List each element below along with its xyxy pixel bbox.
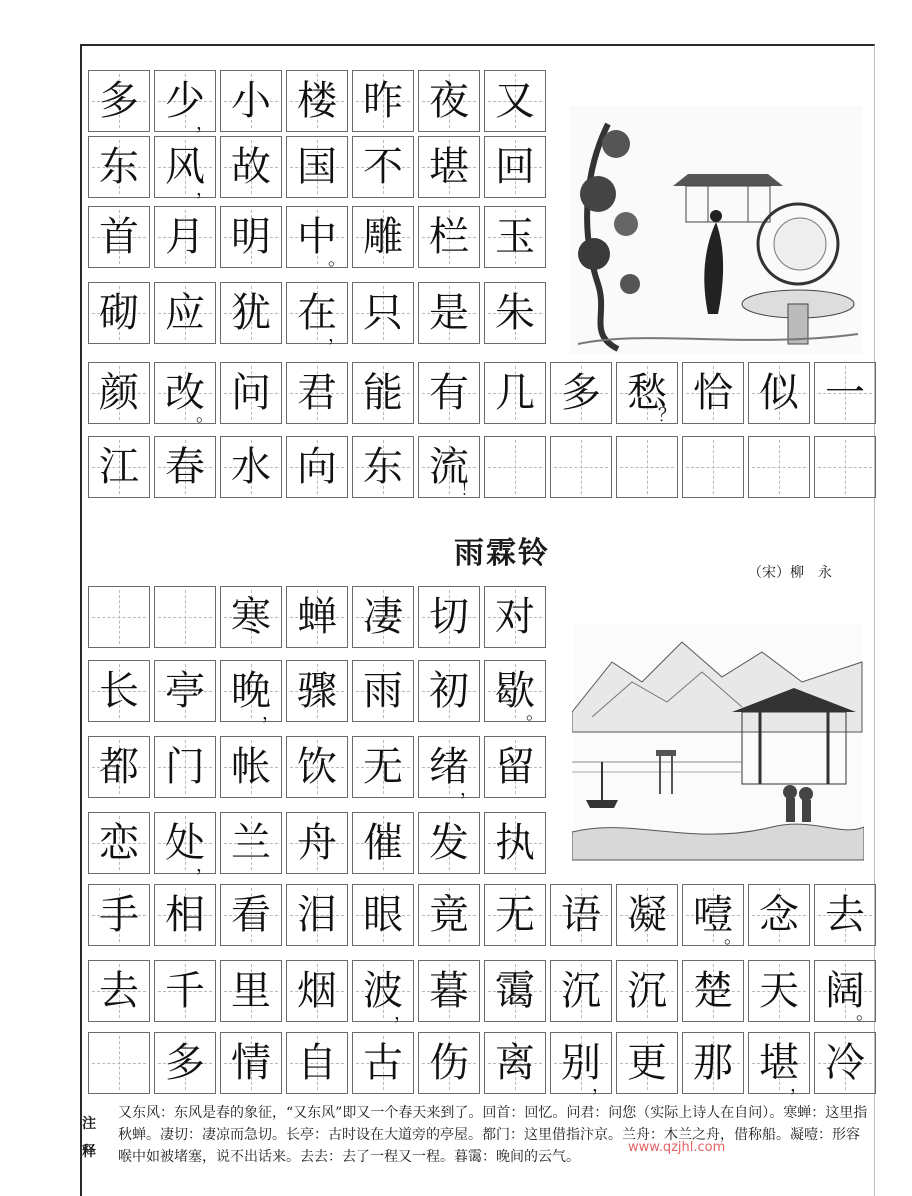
- grid-cell: [286, 586, 348, 648]
- punctuation-mark: ，: [592, 1075, 610, 1096]
- character: 有: [429, 370, 469, 416]
- grid-cell: [814, 1032, 876, 1094]
- character: 多: [99, 78, 139, 124]
- character: 堪: [759, 1040, 799, 1086]
- character: 朱: [495, 290, 535, 336]
- character: 冷: [825, 1040, 865, 1086]
- grid-row: [88, 1032, 880, 1094]
- grid-cell: [616, 960, 678, 1022]
- character: 几: [495, 370, 535, 416]
- character: 手: [99, 892, 139, 938]
- grid-cell: [814, 436, 876, 498]
- punctuation-mark: ，: [196, 113, 214, 134]
- character: 堪: [429, 144, 469, 190]
- character: 故: [231, 144, 271, 190]
- punctuation-mark: ，: [262, 703, 280, 724]
- grid-cell: [286, 660, 348, 722]
- grid-cell: [550, 362, 612, 424]
- character: 春: [165, 444, 205, 490]
- grid-cell: [418, 884, 480, 946]
- grid-cell: [352, 660, 414, 722]
- grid-cell: [550, 960, 612, 1022]
- character: 眼: [363, 892, 403, 938]
- character: 初: [429, 668, 469, 714]
- grid-cell: [418, 362, 480, 424]
- character: 夜: [429, 78, 469, 124]
- grid-row: [88, 586, 550, 648]
- grid-cell: [418, 660, 480, 722]
- grid-cell: [616, 884, 678, 946]
- grid-cell: [616, 1032, 678, 1094]
- grid-cell: [418, 586, 480, 648]
- character: 月: [165, 214, 205, 260]
- character: 问: [231, 370, 271, 416]
- character: 不: [363, 144, 403, 190]
- grid-cell: [352, 960, 414, 1022]
- grid-cell: [220, 206, 282, 268]
- character: 多: [165, 1040, 205, 1086]
- grid-cell: [748, 436, 810, 498]
- grid-cell: [682, 1032, 744, 1094]
- character: 恋: [99, 820, 139, 866]
- grid-cell: [286, 362, 348, 424]
- grid-cell: [154, 736, 216, 798]
- character: 去: [99, 968, 139, 1014]
- grid-cell: [352, 206, 414, 268]
- grid-cell: [154, 282, 216, 344]
- character: 泪: [297, 892, 337, 938]
- character: 饮: [297, 744, 337, 790]
- grid-cell: [484, 884, 546, 946]
- character: 凝: [627, 892, 667, 938]
- character: 更: [627, 1040, 667, 1086]
- character: 风: [165, 144, 205, 190]
- grid-row: [88, 736, 550, 798]
- grid-cell: [286, 206, 348, 268]
- grid-cell: [748, 362, 810, 424]
- character: 切: [429, 594, 469, 640]
- character: 一: [825, 370, 865, 416]
- grid-row: [88, 884, 880, 946]
- character: 昨: [363, 78, 403, 124]
- grid-cell: [682, 362, 744, 424]
- grid-cell: [484, 736, 546, 798]
- grid-cell: [418, 1032, 480, 1094]
- character: 流: [429, 444, 469, 490]
- grid-row: [88, 70, 550, 132]
- character: 离: [495, 1040, 535, 1086]
- grid-cell: [682, 436, 744, 498]
- character: 凄: [363, 594, 403, 640]
- river-pavilion-mountains-icon: [572, 622, 864, 862]
- character: 伤: [429, 1040, 469, 1086]
- grid-cell: [154, 812, 216, 874]
- notes-text: 又东风：东风是春的象征，“又东风”即又一个春天来到了。回首：回忆。问君：问您（实际上诗人在自问）。寒蝉：这里指秋蝉。凄切：凄凉而急切。长亭：古时设在大道旁的亭屋。都门：这里借指汴京。兰舟：木兰之舟，借称船。凝噎：形容喉中如被堵塞，说不出话来。去去：去了一程又一程。暮霭：晚间的云气。: [118, 1105, 868, 1165]
- grid-cell: [286, 136, 348, 198]
- grid-cell: [748, 960, 810, 1022]
- punctuation-mark: ，: [328, 325, 346, 346]
- poem-author: （宋）柳 永: [748, 565, 832, 581]
- grid-cell: [88, 282, 150, 344]
- character: 处: [165, 820, 205, 866]
- grid-cell: [154, 436, 216, 498]
- character: 似: [759, 370, 799, 416]
- grid-cell: [682, 884, 744, 946]
- grid-cell: [88, 70, 150, 132]
- character: 波: [363, 968, 403, 1014]
- grid-cell: [418, 136, 480, 198]
- grid-cell: [88, 736, 150, 798]
- grid-cell: [352, 436, 414, 498]
- character: 沉: [627, 968, 667, 1014]
- grid-cell: [154, 362, 216, 424]
- character: 东: [99, 144, 139, 190]
- grid-cell: [352, 70, 414, 132]
- character: 颜: [99, 370, 139, 416]
- grid-cell: [418, 736, 480, 798]
- character: 寒: [231, 594, 271, 640]
- grid-cell: [286, 812, 348, 874]
- grid-cell: [154, 206, 216, 268]
- punctuation-mark: ！: [460, 479, 478, 500]
- character: 发: [429, 820, 469, 866]
- grid-cell: [616, 436, 678, 498]
- grid-cell: [286, 736, 348, 798]
- grid-cell: [748, 1032, 810, 1094]
- character: 骤: [297, 668, 337, 714]
- grid-cell: [88, 812, 150, 874]
- character: 雨: [363, 668, 403, 714]
- grid-cell: [88, 362, 150, 424]
- grid-row: [88, 206, 550, 268]
- character: 长: [99, 668, 139, 714]
- grid-cell: [352, 736, 414, 798]
- grid-cell: [550, 436, 612, 498]
- grid-cell: [220, 70, 282, 132]
- character: 噎: [693, 892, 733, 938]
- notes-label: 注释: [82, 1116, 96, 1160]
- grid-cell: [220, 812, 282, 874]
- grid-cell: [484, 812, 546, 874]
- punctuation-mark: ，: [394, 1003, 412, 1024]
- grid-cell: [484, 282, 546, 344]
- grid-cell: [88, 884, 150, 946]
- grid-cell: [154, 960, 216, 1022]
- punctuation-mark: ，: [460, 779, 478, 800]
- character: 自: [297, 1040, 337, 1086]
- grid-cell: [88, 436, 150, 498]
- grid-cell: [616, 362, 678, 424]
- character: 舟: [297, 820, 337, 866]
- grid-row: [88, 282, 550, 344]
- character: 暮: [429, 968, 469, 1014]
- grid-cell: [154, 884, 216, 946]
- character: 栏: [429, 214, 469, 260]
- grid-cell: [220, 362, 282, 424]
- character: 国: [297, 144, 337, 190]
- grid-cell: [484, 70, 546, 132]
- character: 对: [495, 594, 535, 640]
- character: 无: [495, 892, 535, 938]
- grid-cell: [484, 960, 546, 1022]
- character: 玉: [495, 214, 535, 260]
- grid-cell: [814, 362, 876, 424]
- grid-cell: [154, 660, 216, 722]
- grid-cell: [220, 1032, 282, 1094]
- grid-cell: [748, 884, 810, 946]
- grid-row: [88, 436, 880, 498]
- character: 都: [99, 744, 139, 790]
- grid-cell: [220, 736, 282, 798]
- grid-cell: [352, 282, 414, 344]
- grid-cell: [220, 884, 282, 946]
- character: 向: [297, 444, 337, 490]
- grid-cell: [418, 960, 480, 1022]
- grid-cell: [88, 136, 150, 198]
- grid-cell: [484, 206, 546, 268]
- grid-cell: [484, 586, 546, 648]
- character: 犹: [231, 290, 271, 336]
- grid-cell: [484, 1032, 546, 1094]
- character: 看: [231, 892, 271, 938]
- grid-cell: [484, 660, 546, 722]
- grid-cell: [220, 282, 282, 344]
- character: 霭: [495, 968, 535, 1014]
- watermark: www.qzjhl.com: [628, 1140, 726, 1155]
- character: 水: [231, 444, 271, 490]
- grid-cell: [814, 884, 876, 946]
- grid-row: [88, 660, 550, 722]
- grid-cell: [154, 1032, 216, 1094]
- character: 楼: [297, 78, 337, 124]
- character: 念: [759, 892, 799, 938]
- character: 里: [231, 968, 271, 1014]
- grid-cell: [154, 586, 216, 648]
- character: 绪: [429, 744, 469, 790]
- grid-cell: [88, 960, 150, 1022]
- character: 兰: [231, 820, 271, 866]
- character: 首: [99, 214, 139, 260]
- character: 雕: [363, 214, 403, 260]
- grid-row: [88, 812, 550, 874]
- grid-cell: [484, 362, 546, 424]
- character: 在: [297, 290, 337, 336]
- character: 那: [693, 1040, 733, 1086]
- character: 执: [495, 820, 535, 866]
- character: 恰: [693, 370, 733, 416]
- character: 东: [363, 444, 403, 490]
- grid-cell: [220, 960, 282, 1022]
- character: 明: [231, 214, 271, 260]
- character: 多: [561, 370, 601, 416]
- grid-cell: [88, 660, 150, 722]
- character: 中: [297, 214, 337, 260]
- character: 又: [495, 78, 535, 124]
- grid-cell: [352, 136, 414, 198]
- grid-cell: [220, 436, 282, 498]
- character: 留: [495, 744, 535, 790]
- punctuation-mark: ，: [196, 179, 214, 200]
- grid-cell: [550, 884, 612, 946]
- character: 少: [165, 78, 205, 124]
- character: 君: [297, 370, 337, 416]
- punctuation-mark: 。: [856, 1003, 874, 1024]
- punctuation-mark: ，: [790, 1075, 808, 1096]
- grid-cell: [154, 70, 216, 132]
- grid-cell: [352, 362, 414, 424]
- character: 天: [759, 968, 799, 1014]
- character: 歇: [495, 668, 535, 714]
- character: 楚: [693, 968, 733, 1014]
- punctuation-mark: 。: [724, 927, 742, 948]
- grid-cell: [484, 436, 546, 498]
- grid-cell: [352, 586, 414, 648]
- grid-cell: [88, 206, 150, 268]
- punctuation-mark: 。: [328, 249, 346, 270]
- grid-cell: [286, 436, 348, 498]
- grid-cell: [352, 884, 414, 946]
- character: 蝉: [297, 594, 337, 640]
- grid-cell: [550, 1032, 612, 1094]
- garden-pavilion-scholar-icon: [568, 104, 864, 356]
- character: 去: [825, 892, 865, 938]
- grid-row: [88, 136, 550, 198]
- grid-cell: [352, 812, 414, 874]
- character: 砌: [99, 290, 139, 336]
- character: 无: [363, 744, 403, 790]
- character: 沉: [561, 968, 601, 1014]
- grid-cell: [418, 70, 480, 132]
- character: 古: [363, 1040, 403, 1086]
- character: 江: [99, 444, 139, 490]
- character: 情: [231, 1040, 271, 1086]
- grid-cell: [286, 70, 348, 132]
- punctuation-mark: ？: [658, 405, 676, 426]
- character: 晚: [231, 668, 271, 714]
- grid-cell: [286, 960, 348, 1022]
- character: 帐: [231, 744, 271, 790]
- character: 别: [561, 1040, 601, 1086]
- character: 只: [363, 290, 403, 336]
- grid-cell: [418, 282, 480, 344]
- grid-cell: [88, 586, 150, 648]
- punctuation-mark: 。: [526, 703, 544, 724]
- grid-cell: [154, 136, 216, 198]
- character: 烟: [297, 968, 337, 1014]
- character: 回: [495, 144, 535, 190]
- character: 改: [165, 370, 205, 416]
- grid-row: [88, 960, 880, 1022]
- grid-cell: [286, 884, 348, 946]
- character: 阔: [825, 968, 865, 1014]
- character: 能: [363, 370, 403, 416]
- character: 是: [429, 290, 469, 336]
- grid-cell: [418, 812, 480, 874]
- grid-row: [88, 362, 880, 424]
- character: 亭: [165, 668, 205, 714]
- grid-cell: [814, 960, 876, 1022]
- character: 竟: [429, 892, 469, 938]
- character: 相: [165, 892, 205, 938]
- grid-cell: [220, 136, 282, 198]
- character: 催: [363, 820, 403, 866]
- grid-cell: [286, 1032, 348, 1094]
- character: 语: [561, 892, 601, 938]
- grid-cell: [220, 660, 282, 722]
- punctuation-mark: ，: [196, 855, 214, 876]
- grid-cell: [286, 282, 348, 344]
- grid-cell: [418, 206, 480, 268]
- grid-cell: [484, 136, 546, 198]
- grid-cell: [220, 586, 282, 648]
- grid-cell: [682, 960, 744, 1022]
- character: 小: [231, 78, 271, 124]
- character: 千: [165, 968, 205, 1014]
- character: 愁: [627, 370, 667, 416]
- grid-cell: [88, 1032, 150, 1094]
- character: 应: [165, 290, 205, 336]
- poem-title: 雨霖铃: [454, 536, 550, 571]
- character: 门: [165, 744, 205, 790]
- punctuation-mark: 。: [196, 405, 214, 426]
- grid-cell: [352, 1032, 414, 1094]
- grid-cell: [418, 436, 480, 498]
